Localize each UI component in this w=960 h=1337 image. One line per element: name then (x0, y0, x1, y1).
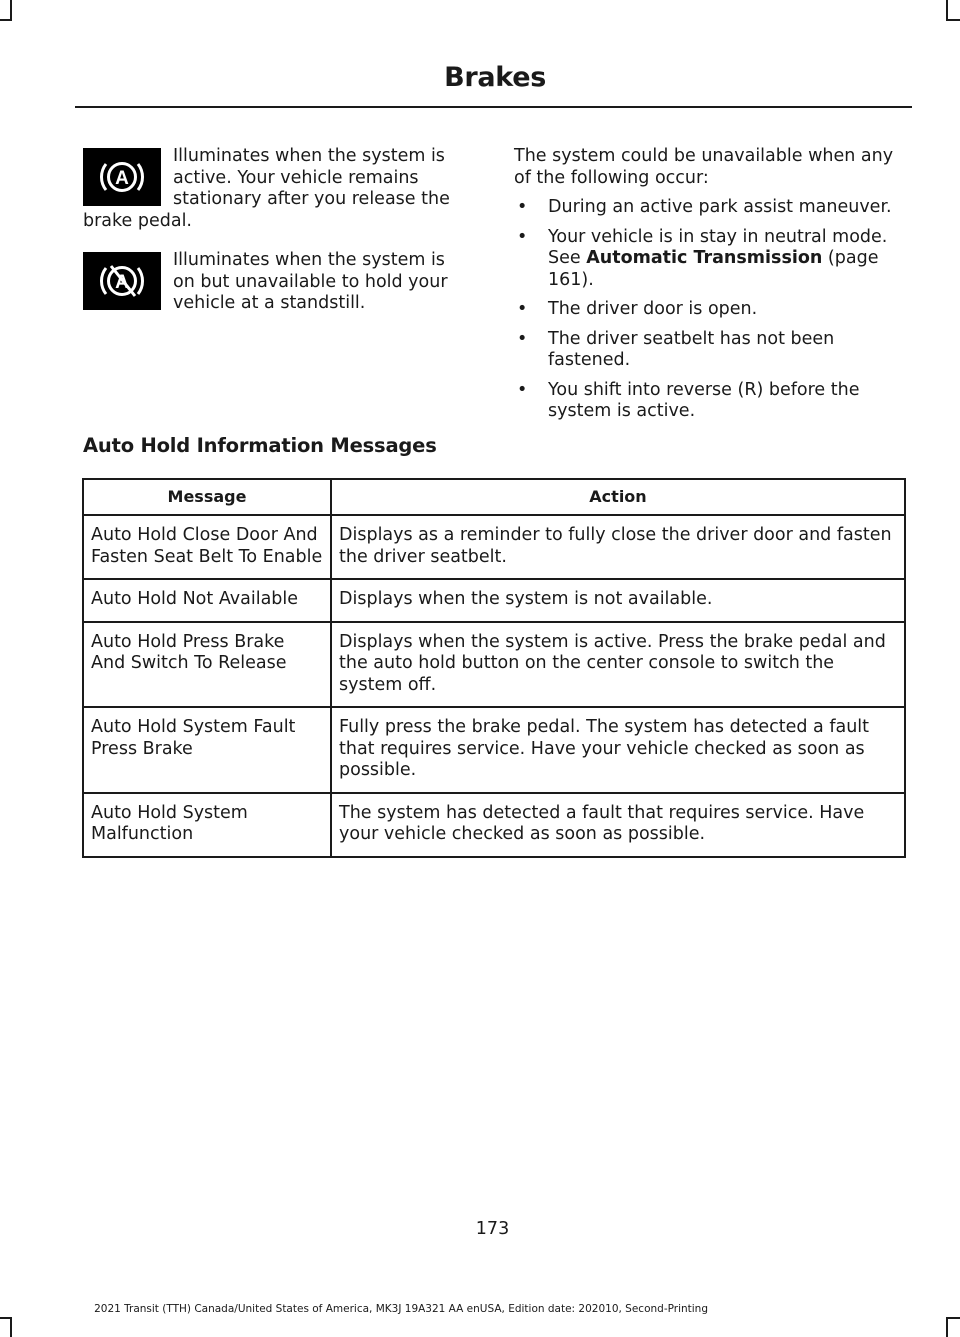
message-cell: Auto Hold System Malfunction (83, 793, 331, 857)
message-cell: Auto Hold Close Door And Fasten Seat Belt To Enable (83, 515, 331, 579)
crop-mark (10, 0, 12, 20)
auto-hold-active-icon (83, 148, 161, 206)
list-item (514, 227, 909, 292)
svg-text:A: A (115, 272, 129, 293)
footer-edition-info: 2021 Transit (TTH) Canada/United States of America, MK3J 19A321 AA enUSA, Edition date: 202010, Second-Printing (94, 1303, 708, 1315)
svg-text:A: A (115, 168, 129, 189)
table-row (83, 622, 905, 708)
crop-mark (0, 1317, 12, 1319)
messages-table (82, 478, 906, 858)
list-item: • The driver seatbelt has not been fastened. (514, 329, 909, 372)
message-cell: Auto Hold Press Brake And Switch To Release (83, 622, 331, 708)
crop-mark (946, 1317, 948, 1337)
crop-mark (946, 19, 960, 21)
list-item: • You shift into reverse (R) before the system is active. (514, 380, 909, 423)
indicator-item-unavailable (83, 250, 467, 315)
header-divider (75, 106, 912, 108)
crop-mark (10, 1317, 12, 1337)
action-cell: Displays when the system is not available. (331, 579, 905, 622)
table-header-row (83, 479, 905, 515)
indicator-descriptions (83, 146, 467, 333)
page-number: 173 (475, 1219, 510, 1239)
table-row (83, 515, 905, 579)
auto-hold-unavailable-icon (83, 252, 161, 310)
column-header-message: Message (83, 479, 331, 515)
unavailable-conditions (514, 146, 909, 431)
list-item-text: Your vehicle is in stay in neutral mode. See (548, 226, 888, 268)
action-cell: Displays as a reminder to fully close the driver door and fasten the driver seatbelt. (331, 515, 905, 579)
crop-mark (946, 1317, 960, 1319)
table-row (83, 579, 905, 622)
page-reference: (page 161). (548, 248, 879, 290)
action-cell: Displays when the system is active. Press the brake pedal and the auto hold button on the center console to switch the system off. (331, 622, 905, 708)
list-item: • The driver door is open. (514, 299, 909, 321)
action-cell: The system has detected a fault that requires service. Have your vehicle checked as soon as possible. (331, 793, 905, 857)
cross-reference-link[interactable]: Automatic Transmission (586, 248, 823, 268)
conditions-list (514, 197, 909, 423)
indicator-item-active (83, 146, 467, 232)
crop-mark (946, 0, 948, 20)
table-row (83, 793, 905, 857)
action-cell: Fully press the brake pedal. The system has detected a fault that requires service. Have your vehicle checked as soon as possible. (331, 707, 905, 793)
conditions-intro: The system could be unavailable when any of the following occur: (514, 146, 894, 188)
indicator-text: Illuminates when the system is active. Your vehicle remains stationary after you release the brake pedal. (83, 146, 450, 231)
section-heading: Auto Hold Information Messages (83, 434, 437, 457)
message-cell: Auto Hold System Fault Press Brake (83, 707, 331, 793)
table-row (83, 707, 905, 793)
indicator-text: Illuminates when the system is on but unavailable to hold your vehicle at a standstill. (173, 250, 448, 313)
list-item: • During an active park assist maneuver. (514, 197, 909, 219)
column-header-action: Action (331, 479, 905, 515)
crop-mark (0, 19, 12, 21)
message-cell: Auto Hold Not Available (83, 579, 331, 622)
page-title: Brakes (444, 62, 546, 93)
